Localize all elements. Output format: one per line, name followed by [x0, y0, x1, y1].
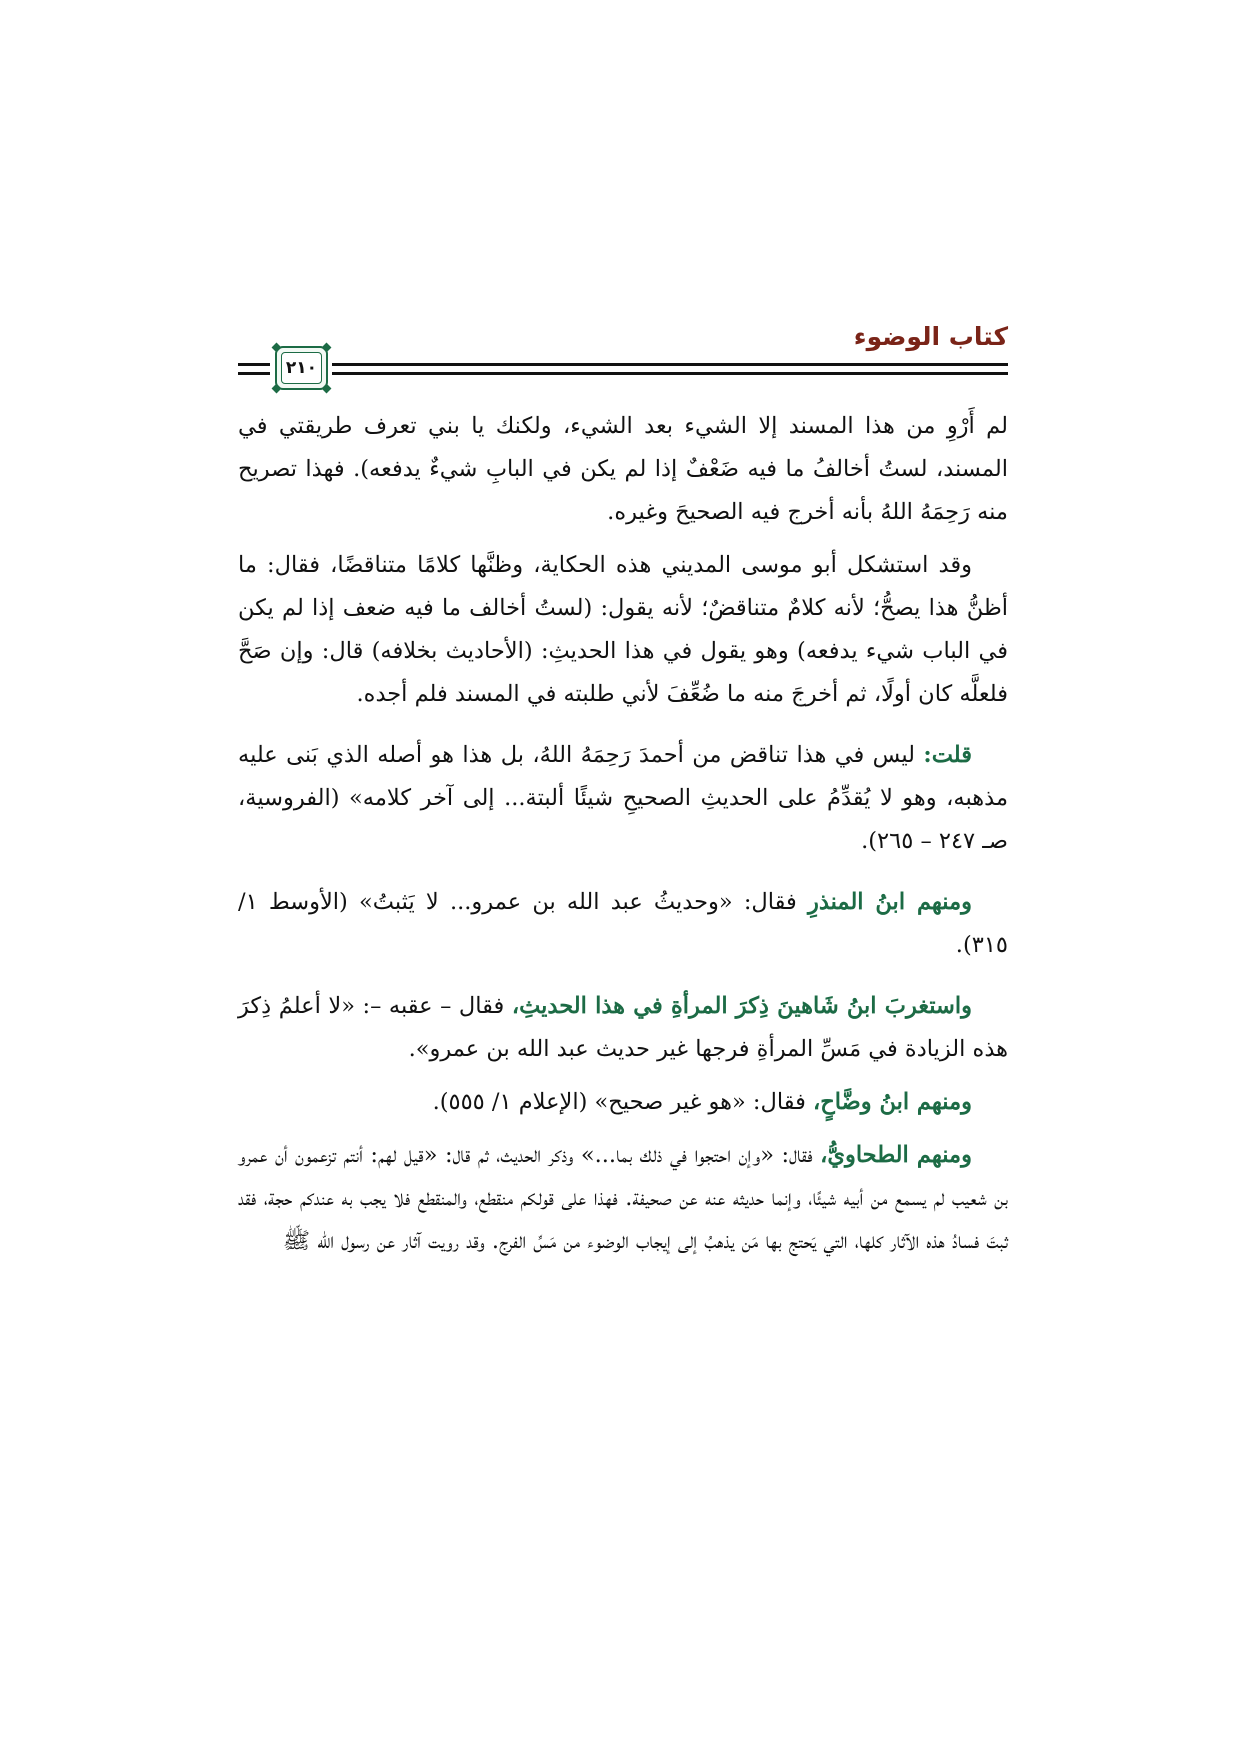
paragraph	[238, 405, 1008, 534]
text-line: به عندكم حجة، فقد ثبتَ فسادُ هذه الآثار كلها، التي يَحتج بها مَن يذهبُ	[238, 1185, 1008, 1254]
page-number-badge	[275, 346, 328, 390]
text-line: فقال: «وحديثُ عبد الله بن عمرو... لا يَثبتُ»	[359, 889, 808, 915]
page-body	[238, 405, 1008, 1281]
text-line: ذِكرَ هذه الزيادة في مَسِّ المرأةِ فرجها غير حديث عبد الله بن عمرو».	[238, 993, 1008, 1062]
page-header	[238, 312, 1008, 392]
paragraph	[238, 881, 1008, 967]
text-line: فقال – عقبه –: «لا أعلمُ	[278, 993, 512, 1019]
text-line: لأني طلبته في المسند فلم أجده.	[356, 681, 660, 707]
text-line: فقال: «هو غير صحيح» (الإعلام ١/ ٥٥٥).	[432, 1089, 814, 1115]
header-rule-bottom	[332, 372, 1008, 375]
corner-ornament-icon	[272, 343, 282, 353]
text-line: عليه مذهبه، وهو لا يُقدِّمُ على الحديثِ الصحيحِ شيئًا ألبتة... إلى آخر	[238, 742, 1009, 811]
text-line: ليس في هذا تناقض من أحمدَ رَحِمَهُ اللهُ، بل هذا هو أصله الذي بَنى	[286, 742, 924, 768]
paragraph	[238, 1134, 1008, 1263]
text-line: فيه ضعف إذا لم يكن في الباب شيء يدفعه) وهو يقول في هذا الحديثِ:	[238, 595, 1008, 664]
text-line: فقال: ما أظنُّ هذا يصحُّ؛ لأنه كلامٌ متناقضٌ؛ لأنه يقول: (لستُ أخالف ما	[238, 552, 1009, 621]
highlighted-label: ومنهم ابنُ وضَّاحٍ،	[813, 1089, 972, 1115]
book-title: كتاب الوضوء	[853, 322, 1008, 351]
text-line: فقال: «وإن احتجوا في ذلك بما...» وذكر الحديث،	[496, 1142, 821, 1168]
header-rule-top	[332, 363, 1008, 366]
text-line: (الأوسط ١/ ٣١٥).	[238, 889, 1008, 958]
text-line: إلى إيجاب الوضوء من مَسِّ الفرج. وقد رويت آثار عن رسول الله ﷺ	[282, 1228, 698, 1254]
paragraph	[238, 734, 1008, 863]
highlighted-label: قلت:	[923, 742, 972, 768]
highlighted-label: ومنهم الطحاويُّ،	[820, 1142, 972, 1168]
paragraph	[238, 985, 1008, 1071]
paragraph	[238, 1081, 1008, 1124]
highlighted-label: واستغربَ ابنُ شَاهينَ ذِكرَ المرأةِ في هذا الحديثِ،	[511, 993, 972, 1019]
text-line: وقد استشكل أبو موسى المديني هذه الحكاية، وظنَّها كلامًا متناقضًا،	[330, 552, 972, 578]
corner-ornament-icon	[322, 343, 332, 353]
text-line: في المسند، لستُ أخالفُ ما فيه ضَعْفٌ إذا لم يكن في البابِ شيءٌ يدفعه).	[238, 413, 1009, 482]
text-line: فهذا تصريح منه رَحِمَهُ اللهُ بأنه أخرج فيه الصحيحَ وغيره.	[238, 456, 1008, 525]
text-line: (الأحاديث بخلافه) قال: وإن صَحَّ فلعلَّه كان أولًا، ثم أخرجَ منه ما ضُعِّفَ	[238, 638, 1008, 707]
paragraph	[238, 544, 1008, 716]
corner-ornament-icon	[272, 384, 282, 394]
header-rule-short-top	[238, 363, 270, 366]
text-line: وإنما حديثه عنه عن صحيفة. فهذا على قولكم منقطع، والمنقطع فلا يجب	[359, 1185, 801, 1211]
corner-ornament-icon	[322, 384, 332, 394]
highlighted-label: ومنهم ابنُ المنذرِ	[807, 889, 972, 915]
text-line: كلامه» (الفروسية، صـ ٢٤٧ – ٢٦٥).	[238, 785, 1008, 854]
page-number: ٢١٠	[281, 352, 322, 384]
header-rule-short-bottom	[238, 372, 270, 375]
text-line: ثم قال: «قيل لهم: أنتم تزعمون أن عمرو بن شعيب لم يسمع من أبيه شيئًا،	[238, 1142, 1009, 1211]
text-line: لم أَرْوِ من هذا المسند إلا الشيء بعد الشيء، ولكنك يا بني تعرف طريقتي	[278, 413, 1009, 439]
